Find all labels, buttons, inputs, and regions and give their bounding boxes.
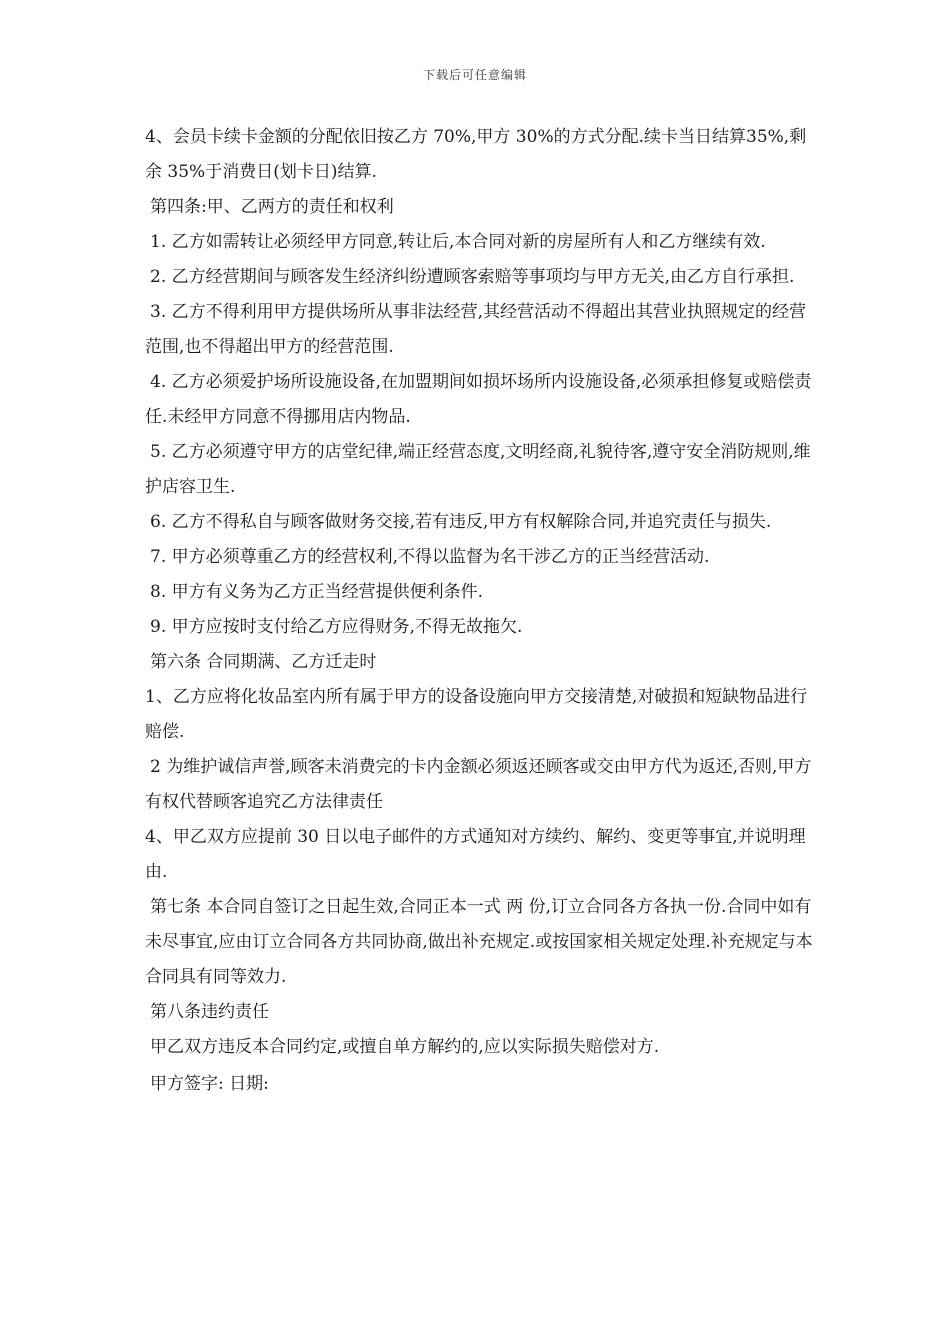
article-8-heading: 第八条违约责任 bbox=[150, 1002, 269, 1022]
article-4-item-8: 8. 甲方有义务为乙方正当经营提供便利条件. bbox=[150, 582, 484, 602]
article-4-item-1: 1. 乙方如需转让必须经甲方同意,转让后,本合同对新的房屋所有人和乙方继续有效. bbox=[150, 232, 766, 252]
article-4-item-3: 3. 乙方不得利用甲方提供场所从事非法经营,其经营活动不得超出其营业执照规定的经营范围,也不得超出甲方的经营范围. bbox=[145, 302, 807, 357]
article-4-item-5: 5. 乙方必须遵守甲方的店堂纪律,端正经营态度,文明经商,礼貌待客,遵守安全消防规则,维护店容卫生. bbox=[145, 442, 811, 497]
document-body bbox=[145, 120, 815, 1102]
article-8-body: 甲乙双方违反本合同约定,或擅自单方解约的,应以实际损失赔偿对方. bbox=[150, 1037, 660, 1057]
article-6-item-1: 1、乙方应将化妆品室内所有属于甲方的设备设施向甲方交接清楚,对破损和短缺物品进行赔偿. bbox=[145, 687, 808, 742]
article-6-item-2: 2 为维护诚信声誉,顾客未消费完的卡内金额必须返还顾客或交由甲方代为返还,否则,甲方有权代替顾客追究乙方法律责任 bbox=[145, 757, 812, 812]
page-header-note: 下载后可任意编辑 bbox=[422, 68, 527, 82]
article-4-item-7: 7. 甲方必须尊重乙方的经营权利,不得以监督为名干涉乙方的正当经营活动. bbox=[150, 547, 710, 567]
article-4-item-6: 6. 乙方不得私自与顾客做财务交接,若有违反,甲方有权解除合同,并追究责任与损失. bbox=[150, 512, 772, 532]
article-4-heading: 第四条:甲、乙两方的责任和权利 bbox=[150, 197, 394, 217]
article-7-body: 第七条 本合同自签订之日起生效,合同正本一式 两 份,订立合同各方各执一份.合同中如有未尽事宜,应由订立合同各方共同协商,做出补充规定.或按国家相关规定处理.补充规定与本合同具有同等效力. bbox=[145, 897, 813, 987]
clause-renewal-allocation: 4、会员卡续卡金额的分配依旧按乙方 70%,甲方 30%的方式分配.续卡当日结算35%,剩余 35%于消费日(划卡日)结算. bbox=[145, 127, 807, 182]
article-4-item-4: 4. 乙方必须爱护场所设施设备,在加盟期间如损坏场所内设施设备,必须承担修复或赔偿责任.未经甲方同意不得挪用店内物品. bbox=[145, 372, 812, 427]
article-4-item-9: 9. 甲方应按时支付给乙方应得财务,不得无故拖欠. bbox=[150, 617, 523, 637]
article-4-item-2: 2. 乙方经营期间与顾客发生经济纠纷遭顾客索赔等事项均与甲方无关,由乙方自行承担. bbox=[150, 267, 795, 287]
party-a-signature-line: 甲方签字: 日期: bbox=[150, 1074, 269, 1094]
article-6-item-4: 4、甲乙双方应提前 30 日以电子邮件的方式通知对方续约、解约、变更等事宜,并说明理由. bbox=[145, 827, 806, 882]
article-6-heading: 第六条 合同期满、乙方迁走时 bbox=[150, 652, 377, 672]
